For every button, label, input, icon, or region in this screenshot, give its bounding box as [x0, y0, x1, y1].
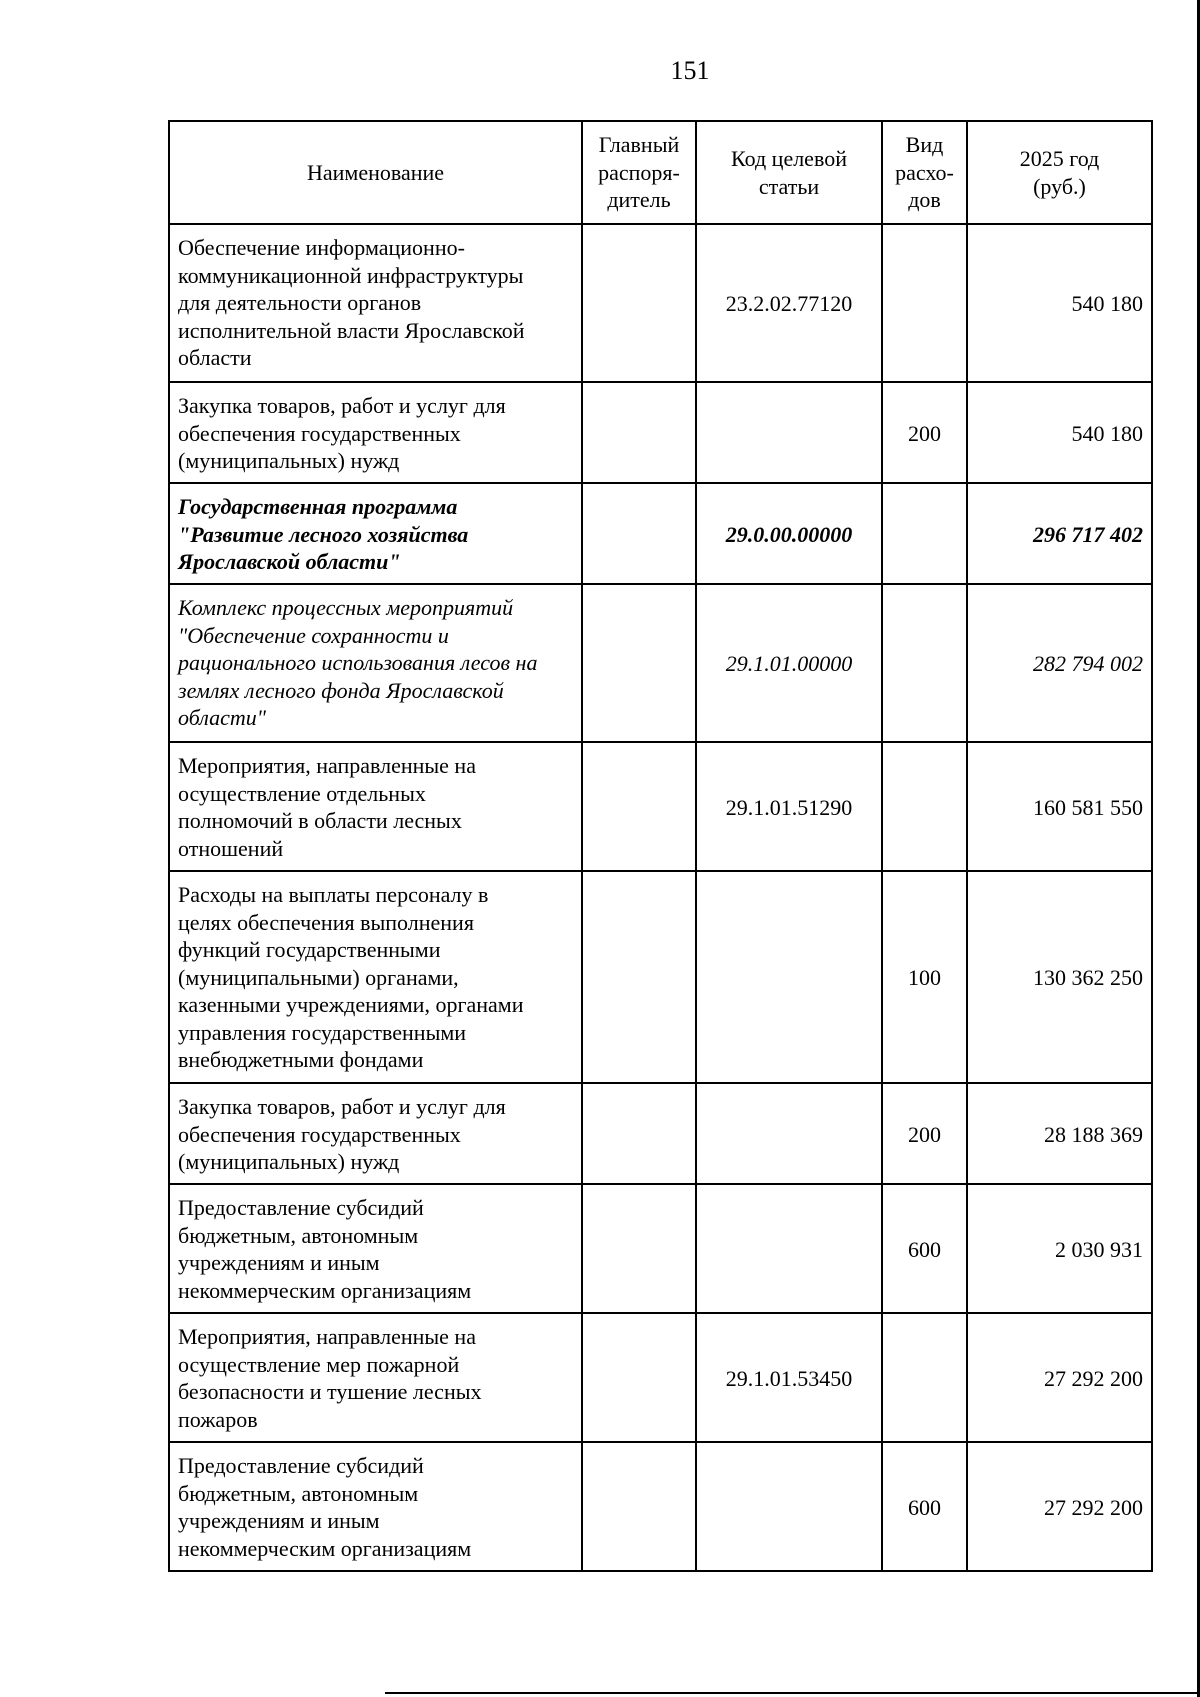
row-amount: 130 362 250 — [967, 871, 1152, 1083]
row-target-code: 29.1.01.53450 — [696, 1313, 882, 1442]
row-name: Мероприятия, направленные на осуществление отдельных полномочий в области лесных отношений — [169, 742, 582, 871]
row-name: Предоставление субсидий бюджетным, автономным учреждениям и иным некоммерческим организациям — [169, 1184, 582, 1313]
row-chief-administrator — [582, 742, 696, 871]
row-expense-type — [882, 1313, 967, 1442]
row-chief-administrator — [582, 871, 696, 1083]
table-row — [169, 1442, 1152, 1571]
row-expense-type: 200 — [882, 1083, 967, 1184]
row-amount: 296 717 402 — [967, 483, 1152, 584]
row-amount: 540 180 — [967, 382, 1152, 483]
row-amount: 540 180 — [967, 224, 1152, 382]
table-row — [169, 742, 1152, 871]
row-expense-type: 600 — [882, 1184, 967, 1313]
row-chief-administrator — [582, 1083, 696, 1184]
row-amount: 282 794 002 — [967, 584, 1152, 742]
row-expense-type: 600 — [882, 1442, 967, 1571]
row-chief-administrator — [582, 1184, 696, 1313]
row-expense-type: 100 — [882, 871, 967, 1083]
row-name: Расходы на выплаты персоналу в целях обеспечения выполнения функций государственными (муниципальными) органами, казенными учреждениями, органами управления государственными внебюджетными фондами — [169, 871, 582, 1083]
row-expense-type — [882, 224, 967, 382]
table-row — [169, 1313, 1152, 1442]
row-chief-administrator — [582, 1313, 696, 1442]
row-chief-administrator — [582, 584, 696, 742]
header-expense-type: Вид расхо- дов — [882, 121, 967, 224]
budget-table — [168, 120, 1153, 1572]
row-target-code — [696, 1442, 882, 1571]
row-target-code: 29.1.01.00000 — [696, 584, 882, 742]
row-amount: 160 581 550 — [967, 742, 1152, 871]
header-chief-administrator: Главный распоря- дитель — [582, 121, 696, 224]
row-name: Предоставление субсидий бюджетным, автономным учреждениям и иным некоммерческим организациям — [169, 1442, 582, 1571]
row-name: Обеспечение информационно- коммуникационной инфраструктуры для деятельности органов исполнительной власти Ярославской области — [169, 224, 582, 382]
table-row — [169, 1083, 1152, 1184]
row-expense-type: 200 — [882, 382, 967, 483]
row-target-code: 23.2.02.77120 — [696, 224, 882, 382]
scan-bottom-edge-line — [385, 1692, 1200, 1694]
table-header-row — [169, 121, 1152, 224]
header-target-code: Код целевой статьи — [696, 121, 882, 224]
row-name: Государственная программа "Развитие лесного хозяйства Ярославской области" — [169, 483, 582, 584]
header-name: Наименование — [169, 121, 582, 224]
row-chief-administrator — [582, 224, 696, 382]
row-amount: 27 292 200 — [967, 1442, 1152, 1571]
row-name: Закупка товаров, работ и услуг для обеспечения государственных (муниципальных) нужд — [169, 1083, 582, 1184]
row-target-code — [696, 382, 882, 483]
row-target-code — [696, 1083, 882, 1184]
row-chief-administrator — [582, 483, 696, 584]
row-amount: 27 292 200 — [967, 1313, 1152, 1442]
row-name: Закупка товаров, работ и услуг для обеспечения государственных (муниципальных) нужд — [169, 382, 582, 483]
row-amount: 28 188 369 — [967, 1083, 1152, 1184]
table-row — [169, 871, 1152, 1083]
row-target-code — [696, 871, 882, 1083]
row-amount: 2 030 931 — [967, 1184, 1152, 1313]
table-row — [169, 1184, 1152, 1313]
row-chief-administrator — [582, 382, 696, 483]
row-target-code: 29.0.00.00000 — [696, 483, 882, 584]
row-chief-administrator — [582, 1442, 696, 1571]
row-expense-type — [882, 483, 967, 584]
row-expense-type — [882, 584, 967, 742]
row-name: Комплекс процессных мероприятий "Обеспечение сохранности и рационального использования лесов на землях лесного фонда Ярославской области" — [169, 584, 582, 742]
row-name: Мероприятия, направленные на осуществление мер пожарной безопасности и тушение лесных пожаров — [169, 1313, 582, 1442]
row-target-code: 29.1.01.51290 — [696, 742, 882, 871]
table-row — [169, 224, 1152, 382]
table-row — [169, 382, 1152, 483]
table-row — [169, 584, 1152, 742]
row-target-code — [696, 1184, 882, 1313]
header-year-amount: 2025 год (руб.) — [967, 121, 1152, 224]
page-number: 151 — [670, 56, 710, 85]
table-row — [169, 483, 1152, 584]
row-expense-type — [882, 742, 967, 871]
